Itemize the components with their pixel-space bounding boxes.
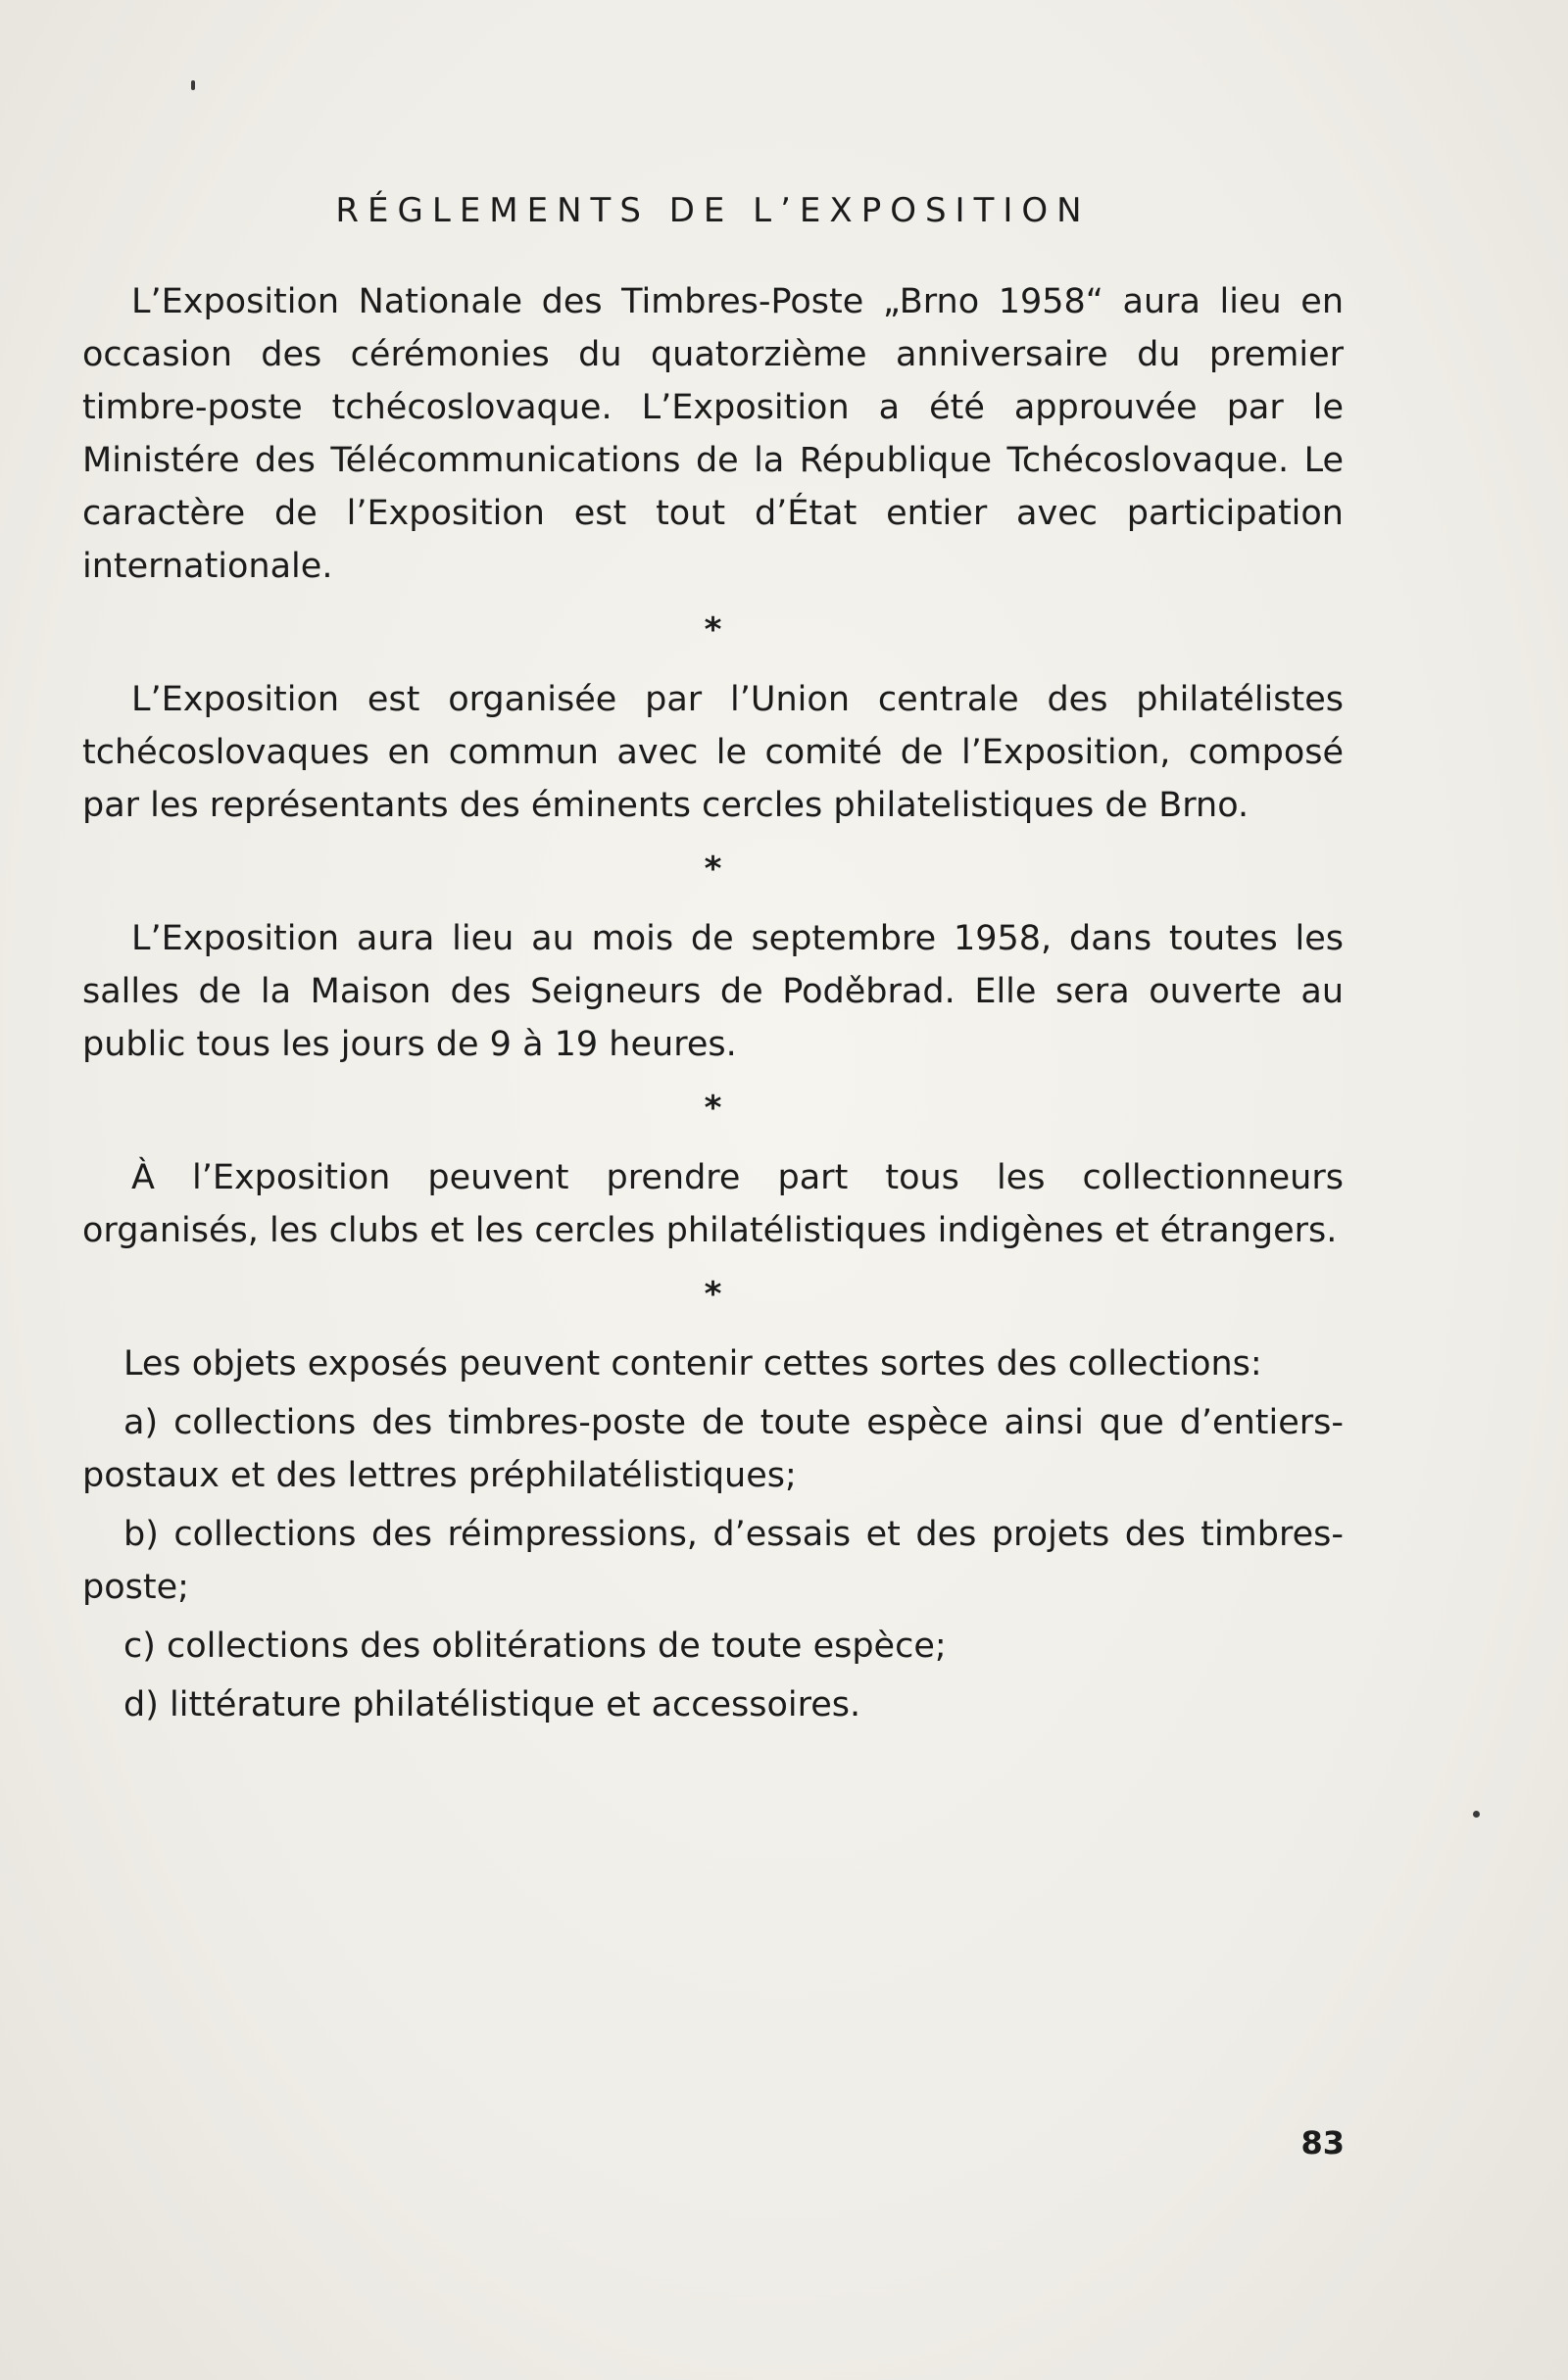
page-title: RÉGLEMENTS DE L’EXPOSITION — [335, 191, 1091, 230]
section-separator: * — [704, 850, 722, 889]
print-speck — [1473, 1811, 1480, 1818]
page-number: 83 — [1300, 2124, 1345, 2161]
list-item: c) collections des oblitérations de toute espèce; — [123, 1627, 947, 1666]
paragraph-participants: À l’Exposition peuvent prendre part tous les collectionneurs organisés, les clubs et les cercles philatélistiques indigènes et étrangers. — [82, 1158, 1344, 1250]
print-speck — [191, 80, 195, 90]
paragraph-exposition-intro: L’Exposition Nationale des Timbres-Poste „Brno 1958“ aura lieu en occasion des cérémonies du quatorzième anniversaire du premier timbre-poste tchécoslovaque. L’Exposition a été approuvée par le Ministére des Télécommunications de la République Tchécoslovaque. Le caractère de l’Exposition est tout d’État entier avec participation internationale. — [82, 282, 1344, 586]
document-body — [82, 191, 1344, 1737]
list-item: b) collections des réimpressions, d’essais et des projets des timbres-poste; — [82, 1515, 1344, 1607]
list-intro: Les objets exposés peuvent contenir cettes sortes des collections: — [123, 1344, 1262, 1384]
list-item: a) collections des timbres-poste de toute espèce ainsi que d’entiers-postaux et des lettres préphilatélistiques; — [82, 1403, 1344, 1495]
section-separator: * — [704, 1275, 722, 1314]
paragraph-organisation: L’Exposition est organisée par l’Union centrale des philatélistes tchécoslovaques en commun avec le comité de l’Exposition, composé par les représentants des éminents cercles philatelistiques de Brno. — [82, 680, 1344, 825]
paragraph-dates-venue: L’Exposition aura lieu au mois de septembre 1958, dans toutes les salles de la Maison des Seigneurs de Poděbrad. Elle sera ouverte au public tous les jours de 9 à 19 heures. — [82, 919, 1344, 1064]
section-separator: * — [704, 610, 722, 650]
section-separator: * — [704, 1089, 722, 1128]
list-item: d) littérature philatélistique et accessoires. — [123, 1685, 861, 1724]
